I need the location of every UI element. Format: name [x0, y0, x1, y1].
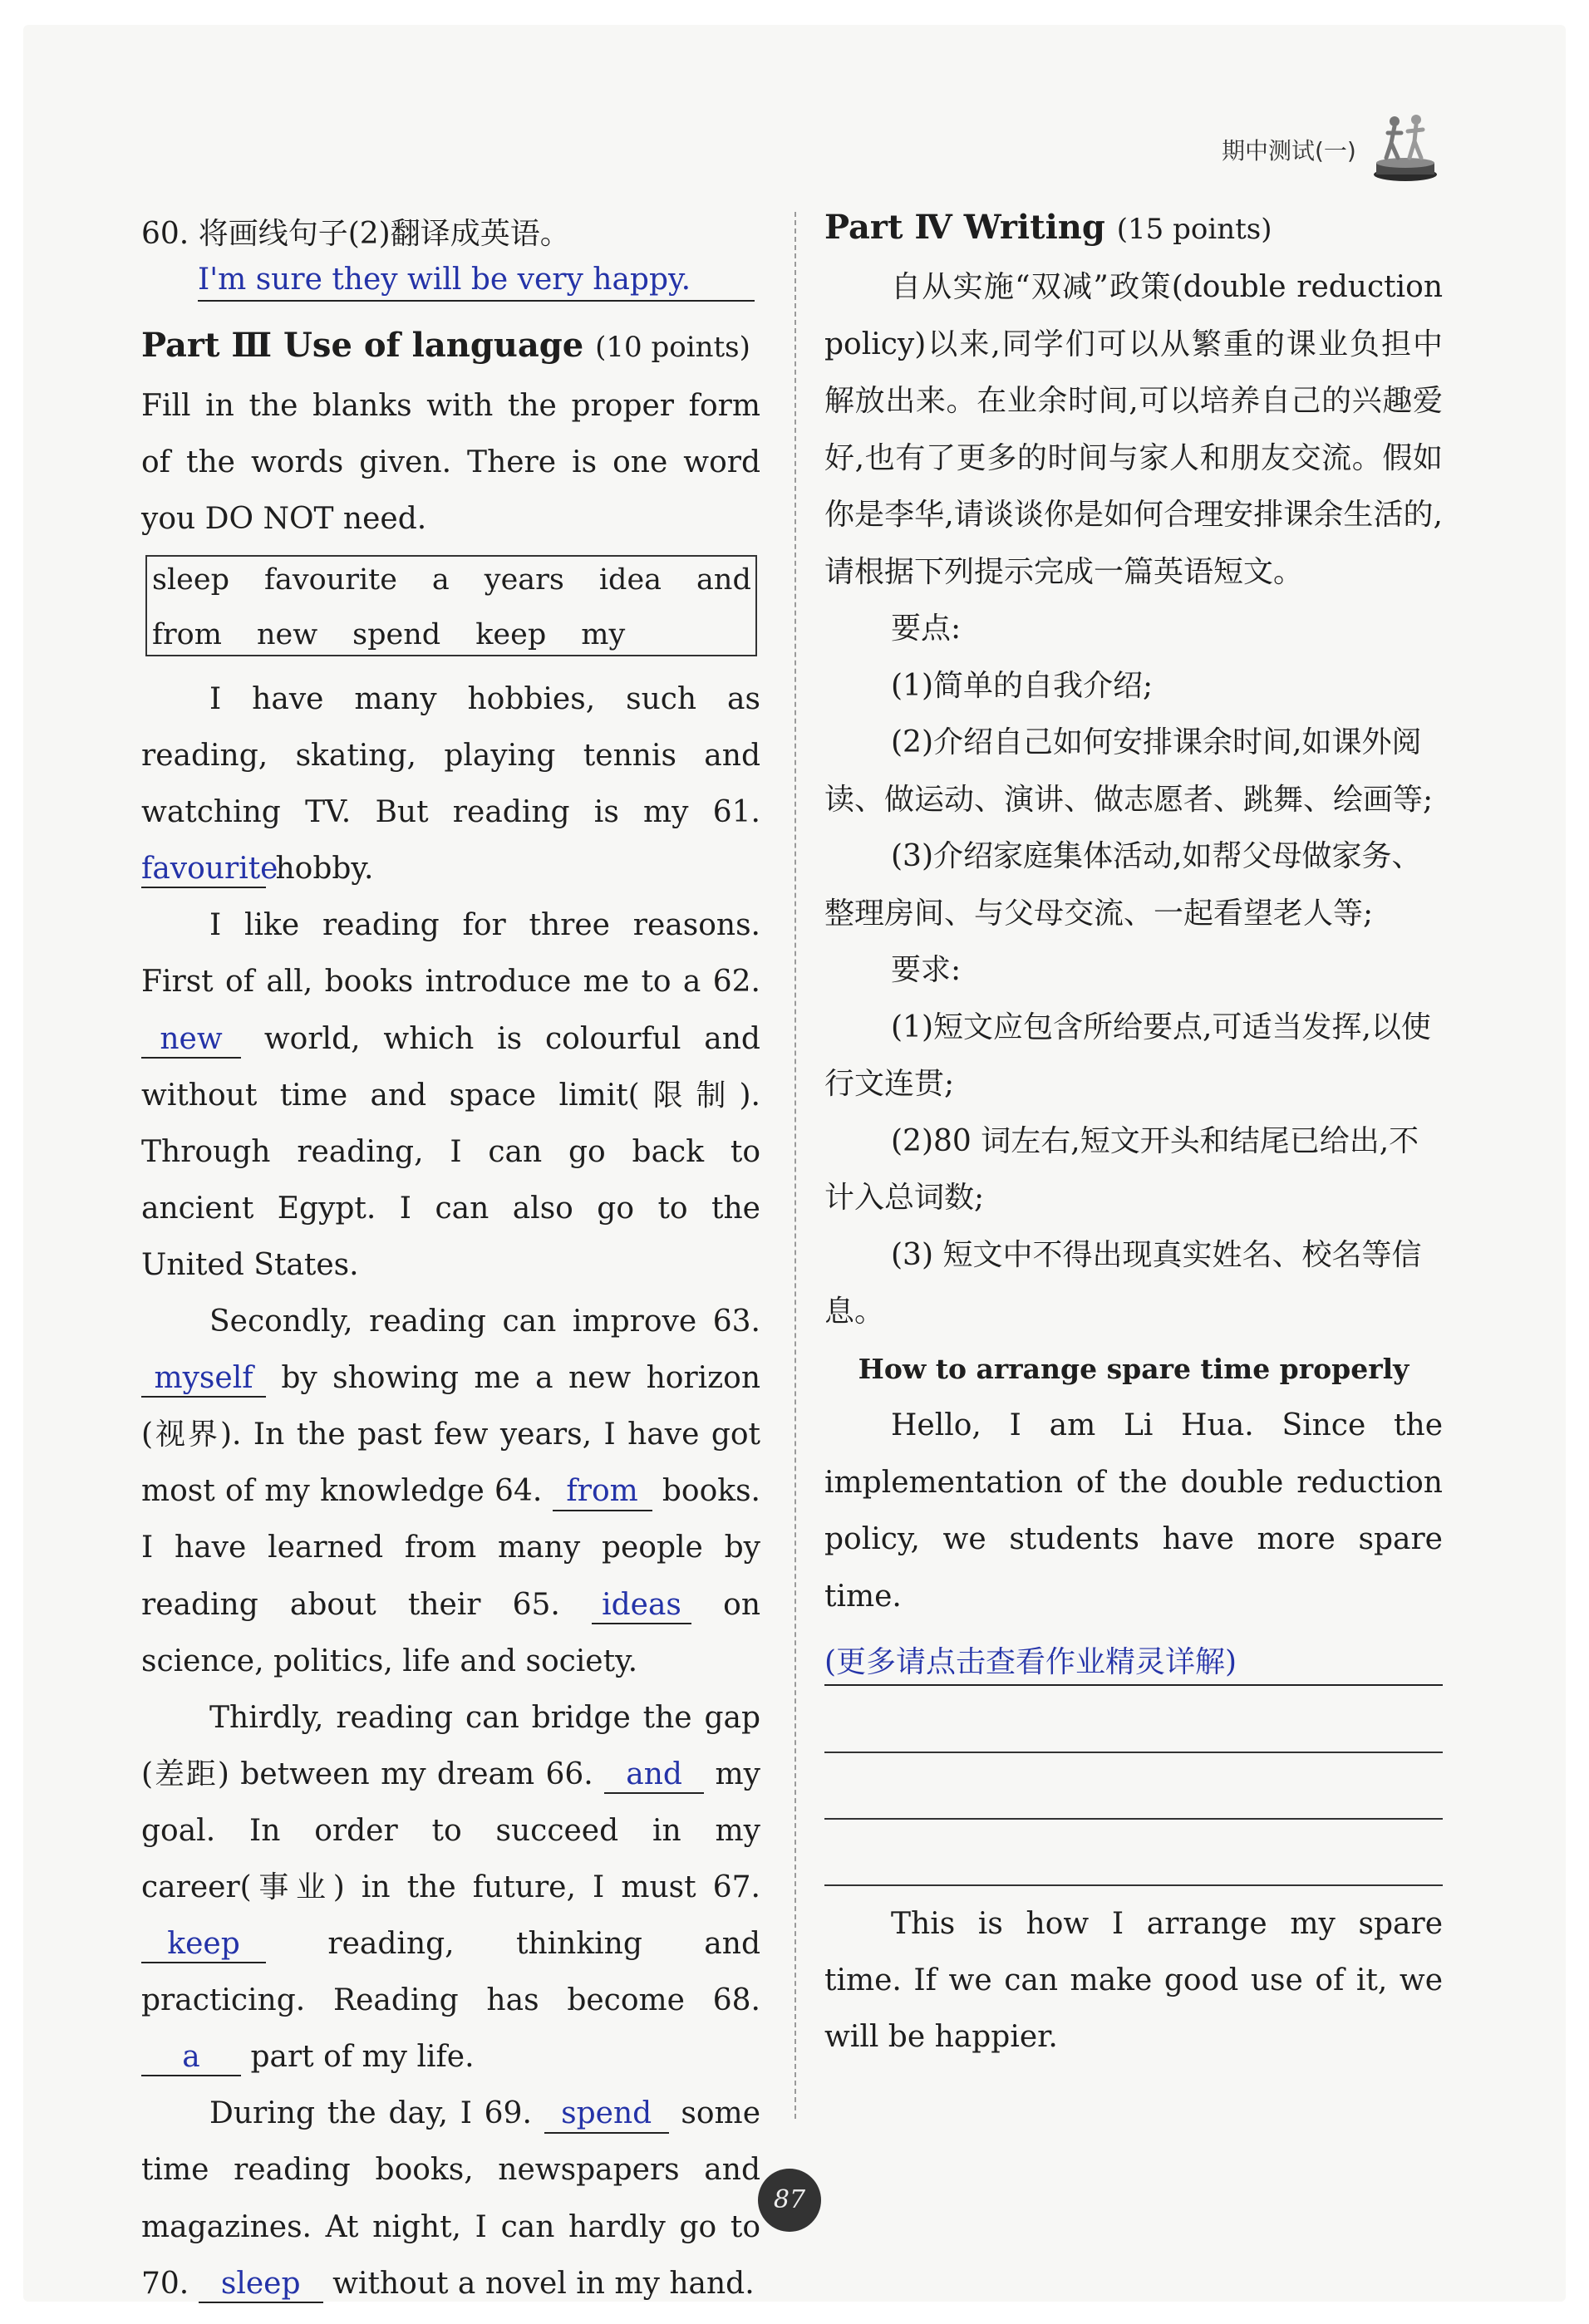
answer-blank-66: and: [604, 1757, 704, 1794]
passage-text: books. I have learned from many people by reading about their 65.: [141, 1474, 760, 1622]
passage-text: on science, politics, life and society.: [141, 1587, 760, 1678]
answer-blank-67: keep: [141, 1926, 266, 1963]
essay-title: How to arrange spare time properly: [858, 1352, 1409, 1385]
column-divider: [794, 212, 796, 2119]
part3-title: Part Ⅲ Use of language: [141, 326, 584, 365]
passage-text: Thirdly, reading can bridge the gap (差距) between my dream 66.: [141, 1700, 760, 1791]
part3-heading: [141, 326, 750, 365]
requirements-label: 要求:: [891, 953, 962, 987]
more-details-link[interactable]: (更多请点击查看作业精灵详解): [824, 1639, 1443, 1686]
passage-text: by showing me a new horizon (视界). In the past few years, I have got most of my knowledge 64.: [141, 1361, 760, 1509]
answer-blank-64: from: [553, 1473, 652, 1511]
writing-line: [824, 1884, 1443, 1886]
key-point-item: (3)介绍家庭集体活动,如帮父母做家务、整理房间、与父母交流、一起看望老人等;: [824, 839, 1422, 931]
writing-task: [824, 259, 1443, 1625]
word-bank-row-1: [152, 563, 786, 597]
passage-paragraph-1: [141, 671, 760, 897]
writing-line: [824, 1752, 1443, 1753]
part4-title: Part Ⅳ Writing: [824, 208, 1105, 247]
word-bank-item: a: [431, 563, 450, 597]
section-header: 期中测试(一): [1222, 137, 1356, 165]
passage-text: I like reading for three reasons. First of all, books introduce me to a 62.: [141, 908, 760, 1000]
answer-blank-70: sleep: [199, 2266, 323, 2303]
word-bank-item: from: [152, 618, 222, 651]
word-bank-item: years: [484, 563, 564, 597]
passage-text: Secondly, reading can improve 63.: [209, 1304, 760, 1339]
part3-points: (10 points): [595, 331, 750, 364]
key-point-item: (2)介绍自己如何安排课余时间,如课外阅读、做运动、演讲、做志愿者、跳舞、绘画等;: [824, 725, 1434, 817]
question-60-answer: I'm sure they will be very happy.: [198, 263, 755, 302]
cloze-passage: [141, 671, 760, 2312]
key-points-label: 要点:: [891, 612, 962, 646]
part3-instructions: Fill in the blanks with the proper form of the words given. There is one word you DO NOT need.: [141, 389, 760, 536]
answer-blank-68: a: [141, 2039, 241, 2076]
answer-blank-61: favourite: [141, 851, 266, 888]
writing-intro: 自从实施“双减”政策(double reduction policy)以来,同学们可以从繁重的课业负担中解放出来。在业余时间,可以培养自己的兴趣爱好,也有了更多的时间与家人和朋友交流。假如你是李华,请谈谈你是如何合理安排课余生活的,请根据下列提示完成一篇英语短文。: [824, 270, 1443, 589]
passage-text: some time reading books, newspapers and magazines. At night, I can hardly go to 70.: [141, 2096, 760, 2301]
passage-paragraph-3: [141, 1294, 760, 1690]
requirement-item: (2)80 词左右,短文开头和结尾已给出,不计入总词数;: [824, 1123, 1419, 1215]
word-bank-item: keep: [475, 618, 547, 651]
part4-points: (15 points): [1116, 213, 1272, 246]
answer-blank-63: myself: [141, 1360, 266, 1398]
word-bank-item: and: [696, 563, 751, 597]
part4-heading: [824, 208, 1272, 247]
answer-blank-69: spend: [544, 2096, 669, 2133]
passage-paragraph-2: [141, 897, 760, 1294]
answer-blank-62: new: [141, 1021, 241, 1059]
key-point-item: (1)简单的自我介绍;: [891, 668, 1154, 703]
passage-text: part of my life.: [250, 2040, 475, 2075]
passage-text: reading, thinking and practicing. Reading has become 68.: [141, 1927, 761, 2018]
essay-ending: [824, 1896, 1443, 2066]
requirement-item: (3) 短文中不得出现真实姓名、校名等信息。: [824, 1237, 1422, 1329]
question-60-prompt: 60. 将画线句子(2)翻译成英语。: [141, 217, 570, 251]
writing-line: [824, 1818, 1443, 1820]
runners-podium-icon: [1371, 110, 1439, 183]
essay-opening: Hello, I am Li Hua. Since the implementation of the double reduction policy, we students have more spare time.: [824, 1408, 1443, 1614]
answer-blank-65: ideas: [592, 1587, 691, 1624]
word-bank-item: sleep: [152, 563, 229, 597]
passage-paragraph-5: [141, 2086, 760, 2312]
word-bank-item: favourite: [264, 563, 397, 597]
word-bank-item: new: [256, 618, 318, 651]
word-bank-item: spend: [352, 618, 441, 651]
page-number: 87: [758, 2169, 821, 2232]
passage-text: my goal. In order to succeed in my career(事业) in the future, I must 67.: [141, 1757, 760, 1904]
word-bank-row-2: [152, 618, 660, 651]
word-bank: [145, 555, 757, 656]
requirement-item: (1)短文应包含所给要点,可适当发挥,以使行文连贯;: [824, 1010, 1431, 1101]
passage-text: world, which is colourful and without time and space limit(限制). Through reading, I can go back to ancient Egypt. I can also go to the United States.: [141, 1021, 760, 1282]
passage-text: without a novel in my hand.: [332, 2266, 755, 2301]
passage-text: I have many hobbies, such as reading, skating, playing tennis and watching TV. But reading is my 61.: [141, 682, 760, 830]
passage-paragraph-4: [141, 1690, 760, 2086]
essay-ending-text: This is how I arrange my spare time. If we can make good use of it, we will be happier.: [824, 1907, 1443, 2054]
passage-text: hobby.: [275, 852, 374, 887]
word-bank-item: idea: [598, 563, 662, 597]
word-bank-item: my: [581, 618, 626, 651]
passage-text: During the day, I 69.: [209, 2096, 532, 2131]
